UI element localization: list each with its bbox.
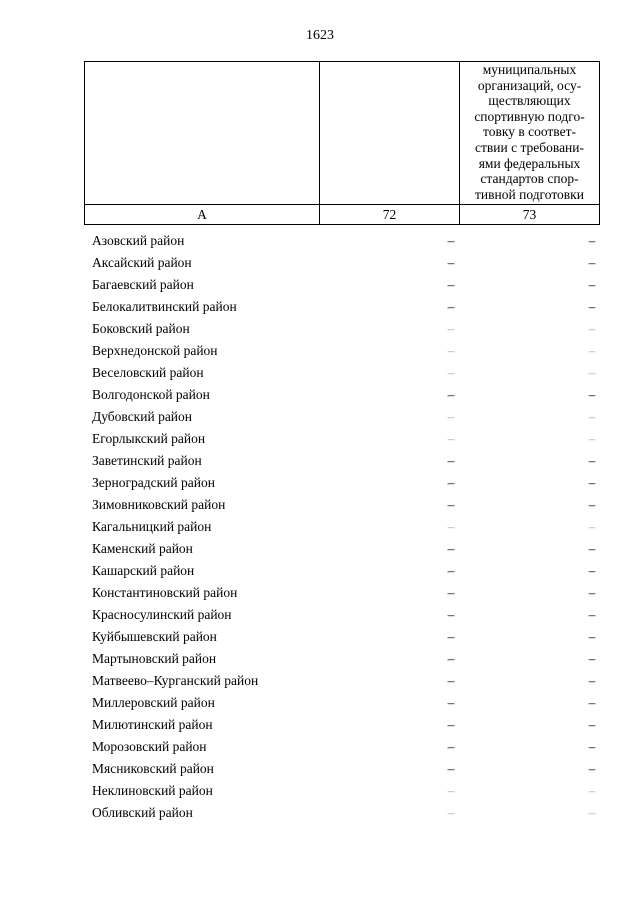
header-73-line: тивной подготовки: [475, 186, 584, 202]
table-row: [84, 516, 600, 538]
table-row: [84, 714, 600, 736]
value-72: –: [447, 365, 455, 380]
column-label-a: А: [85, 205, 320, 225]
header-73-text: [460, 62, 599, 204]
value-73: –: [588, 409, 596, 424]
table-row: [84, 384, 600, 406]
table-row: [84, 340, 600, 362]
table-row: [84, 230, 600, 252]
district-list: [84, 230, 600, 824]
header-row: [85, 62, 600, 205]
value-73: –: [588, 365, 596, 380]
header-cell-72: [320, 62, 460, 205]
table-row: [84, 692, 600, 714]
value-72: –: [447, 343, 455, 358]
district-name: Куйбышевский район: [92, 629, 217, 644]
header-cell-a: [85, 62, 320, 205]
value-73: –: [588, 761, 596, 776]
table-row: [84, 626, 600, 648]
value-72: –: [447, 541, 455, 556]
table-row: [84, 670, 600, 692]
value-73: –: [588, 453, 596, 468]
table-row: [84, 604, 600, 626]
table-row: [84, 406, 600, 428]
value-73: –: [588, 651, 596, 666]
value-72: –: [447, 475, 455, 490]
value-72: –: [447, 519, 455, 534]
value-72: –: [447, 805, 455, 820]
value-72: –: [447, 739, 455, 754]
header-73-line: ствии с требовани-: [474, 139, 584, 155]
table-row: [84, 802, 600, 824]
value-73: –: [588, 541, 596, 556]
district-name: Аксайский район: [92, 255, 192, 270]
table-row: [84, 428, 600, 450]
district-name: Боковский район: [92, 321, 190, 336]
value-72: –: [447, 321, 455, 336]
value-72: –: [447, 761, 455, 776]
district-name: Миллеровский район: [92, 695, 215, 710]
district-name: Каменский район: [92, 541, 193, 556]
value-72: –: [447, 607, 455, 622]
header-73-line: товку в соответ-: [483, 124, 576, 140]
value-72: –: [447, 453, 455, 468]
table-row: [84, 296, 600, 318]
column-number-row: [85, 205, 600, 225]
value-73: –: [588, 299, 596, 314]
table-row: [84, 538, 600, 560]
district-name: Константиновский район: [92, 585, 238, 600]
value-72: –: [447, 563, 455, 578]
table-row: [84, 560, 600, 582]
column-label-72: 72: [320, 205, 460, 225]
value-73: –: [588, 255, 596, 270]
district-name: Кашарский район: [92, 563, 195, 578]
district-name: Мясниковский район: [92, 761, 214, 776]
value-72: –: [447, 299, 455, 314]
header-73-line: муниципальных: [482, 62, 577, 77]
value-73: –: [588, 629, 596, 644]
table-row: [84, 648, 600, 670]
value-72: –: [447, 783, 455, 798]
column-label-73: 73: [460, 205, 600, 225]
value-72: –: [447, 277, 455, 292]
district-name: Багаевский район: [92, 277, 194, 292]
page-number: 1623: [306, 28, 334, 43]
value-73: –: [588, 519, 596, 534]
district-name: Азовский район: [92, 233, 185, 248]
table-header: [84, 61, 600, 225]
value-72: –: [447, 255, 455, 270]
value-73: –: [588, 805, 596, 820]
table-row: [84, 318, 600, 340]
value-72: –: [447, 409, 455, 424]
value-73: –: [588, 343, 596, 358]
value-72: –: [447, 673, 455, 688]
district-name: Белокалитвинский район: [92, 299, 237, 314]
value-73: –: [588, 387, 596, 402]
value-72: –: [447, 695, 455, 710]
table-row: [84, 736, 600, 758]
value-72: –: [447, 233, 455, 248]
header-73-line: ществляющих: [488, 93, 571, 109]
header-73-line: организаций, осу-: [477, 77, 582, 93]
table-row: [84, 252, 600, 274]
district-name: Морозовский район: [92, 739, 207, 754]
district-name: Заветинский район: [92, 453, 202, 468]
header-73-line: ями федеральных: [478, 155, 581, 171]
table-row: [84, 494, 600, 516]
table-row: [84, 582, 600, 604]
value-73: –: [588, 233, 596, 248]
header-73-line: стандартов спор-: [480, 171, 579, 187]
value-72: –: [447, 651, 455, 666]
district-name: Веселовский район: [92, 365, 204, 380]
district-name: Кагальницкий район: [92, 519, 212, 534]
value-73: –: [588, 475, 596, 490]
value-72: –: [447, 431, 455, 446]
district-name: Красносулинский район: [92, 607, 232, 622]
value-73: –: [588, 695, 596, 710]
value-73: –: [588, 431, 596, 446]
district-name: Зерноградский район: [92, 475, 215, 490]
value-73: –: [588, 277, 596, 292]
value-73: –: [588, 585, 596, 600]
table-row: [84, 472, 600, 494]
district-name: Матвеево–Курганский район: [92, 673, 259, 688]
table-row: [84, 758, 600, 780]
district-name: Неклиновский район: [92, 783, 213, 798]
value-73: –: [588, 607, 596, 622]
district-name: Верхнедонской район: [92, 343, 218, 358]
value-73: –: [588, 321, 596, 336]
header-73-line: спортивную подго-: [474, 108, 585, 124]
value-72: –: [447, 717, 455, 732]
value-72: –: [447, 497, 455, 512]
table-row: [84, 780, 600, 802]
district-name: Мартыновский район: [92, 651, 217, 666]
value-72: –: [447, 629, 455, 644]
table-row: [84, 362, 600, 384]
value-73: –: [588, 497, 596, 512]
value-73: –: [588, 673, 596, 688]
table-row: [84, 450, 600, 472]
district-name: Обливский район: [92, 805, 193, 820]
value-72: –: [447, 387, 455, 402]
district-name: Волгодонской район: [92, 387, 210, 402]
value-73: –: [588, 783, 596, 798]
district-name: Зимовниковский район: [92, 497, 226, 512]
header-cell-73: [460, 62, 600, 205]
value-73: –: [588, 717, 596, 732]
district-name: Егорлыкский район: [92, 431, 206, 446]
table-row: [84, 274, 600, 296]
value-73: –: [588, 563, 596, 578]
district-name: Дубовский район: [92, 409, 193, 424]
value-73: –: [588, 739, 596, 754]
district-name: Милютинский район: [92, 717, 213, 732]
value-72: –: [447, 585, 455, 600]
